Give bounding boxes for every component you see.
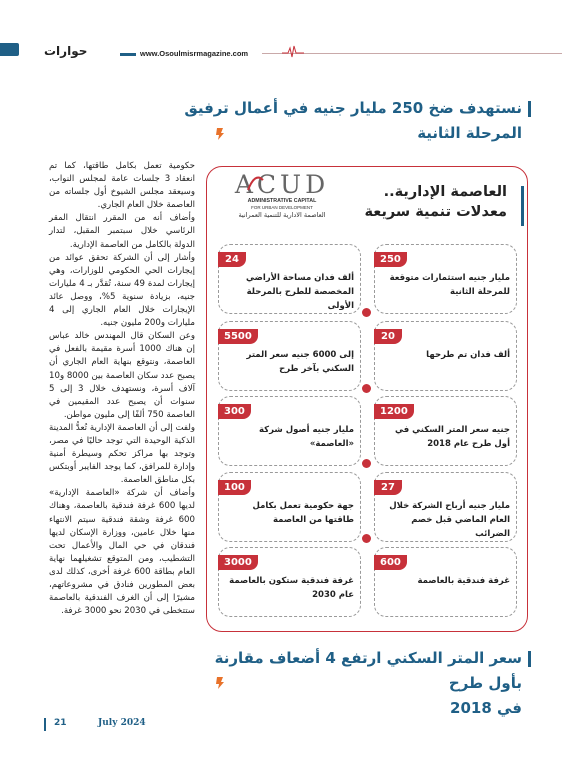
infobox-subtitle: معدلات تنمية سريعة <box>364 204 507 220</box>
body-paragraph: حكومية تعمل بكامل طاقتها، كما تم انعقاد 3 جلسات عامة لمجلس النواب، وسيعقد مجلس الشيوخ أول جلساته من العاصمة خلال العام الجاري. <box>49 161 195 211</box>
headline-bar <box>528 651 531 667</box>
orange-accent-icon <box>215 127 225 141</box>
stat-description: غرفة فندقية ستكون بالعاصمة عام 2030 <box>229 576 354 600</box>
logo-red-arc-icon <box>245 172 265 192</box>
page-number: 21 <box>54 718 67 728</box>
header-rule <box>262 53 562 54</box>
heartbeat-icon <box>282 44 304 58</box>
body-paragraph: وعن السكان قال المهندس خالد عباس إن هناك 1000 أسرة مقيمة بالفعل في العاصمة، ونتوقع بنهاية العام الجاري أن يصبح عدد سكان العاصمة بين 8000 و10 آلاف أسرة، ونستهدف خلال 3 إلى 5 سنوات أن يصبح عدد المقيمين في العاصمة 750 ألفًا إلى مليون مواطن. <box>49 331 195 420</box>
body-paragraph: وأضاف أن شركة «العاصمة الإدارية» لديها 600 غرفة فندقية بالعاصمة، وهناك 600 غرفة وشقة فندقية سيتم الانتهاء منها خلال عامين، ووزارة الإسكان لديها فندقان في حي المال والأعمال تحت التشطيب، ومن المتوقع تشغيلهما نهاية العام بطاقة 600 غرفة أخرى، كذلك لدى بعض المطورين فنادق في مشروعاتهم، مشيرًا إلى أن الغرف الفندقية بالعاصمة ستتخطى في 2030 نحو 3000 غرفة. <box>49 488 195 617</box>
article-body <box>49 160 195 618</box>
stat-value-badge: 27 <box>374 480 402 495</box>
connector-dot <box>362 534 371 543</box>
site-url: www.Osoulmisrmagazine.com <box>140 49 249 58</box>
connector-dot <box>362 384 371 393</box>
connector-dot <box>362 459 371 468</box>
stat-description: ألف فدان مساحة الأراضي المخصصة للطرح بالمرحلة الأولى <box>246 273 354 311</box>
url-accent-bar <box>120 53 136 56</box>
stat-value-badge: 100 <box>218 480 251 495</box>
body-paragraph: وأضاف أنه من المقرر انتقال المقر الرئاسي خلال سبتمبر المقبل، لتدار الدولة بالكامل من العاصمة الإدارية. <box>49 213 195 250</box>
page-corner-tab <box>0 43 19 56</box>
headline-bottom-line2: في 2018 <box>450 699 522 717</box>
stat-value-badge: 3000 <box>218 555 258 570</box>
stat-value-badge: 20 <box>374 329 402 344</box>
headline-top <box>182 96 522 146</box>
issue-month: July 2024 <box>98 718 146 728</box>
body-paragraph: وأشار إلى أن الشركة تحقق عوائد من إيجارات الحي الحكومي للوزارات، وهي إيجارات لمدة 49 سنة، تُقدَّر بـ 4 مليارات جنيه، بزيادة سنوية 5%، ووصل عائد الإيجارات خلال العام الجاري إلى 4 مليارات و200 مليون جنيه. <box>49 252 195 329</box>
title-accent-bar <box>520 186 526 226</box>
stat-value-badge: 300 <box>218 404 251 419</box>
stat-value-badge: 24 <box>218 252 246 267</box>
logo-line2: FOR URBAN DEVELOPMENT <box>251 205 313 210</box>
body-paragraph: ولفت إلى أن العاصمة الإدارية تُعدُّ المدينة الذكية الوحيدة التي توجد حاليًا في مصر، وتوجد بها مراكز تحكم وسيطرة أمنية وإدارة للمرافق، كما يوجد الفايبر أوبتكس بكل مناطق العاصمة. <box>49 422 195 486</box>
stat-description: ألف فدان تم طرحها <box>426 350 510 360</box>
headline-bar <box>528 101 531 117</box>
footer-bar <box>44 718 46 731</box>
stat-description: جنيه سعر المتر السكني في أول طرح عام 2018 <box>395 425 510 449</box>
stat-value-badge: 600 <box>374 555 407 570</box>
stat-description: غرفة فندقية بالعاصمة <box>417 576 510 586</box>
stat-value-badge: 1200 <box>374 404 414 419</box>
headline-top-line2: المرحلة الثانية <box>417 124 522 142</box>
logo-line1: ADMINISTRATIVE CAPITAL <box>247 198 317 204</box>
orange-accent-icon <box>215 676 225 690</box>
stat-description: مليار جنيه أرباح الشركة خلال العام الماضي قبل خصم الضرائب <box>389 501 510 539</box>
headline-bottom-line1: سعر المتر السكني ارتفع 4 أضعاف مقارنة بأول طرح <box>214 649 522 692</box>
section-label: حوارات <box>44 44 88 58</box>
stat-description: مليار جنيه أصول شركة «العاصمة» <box>259 425 354 449</box>
headline-bottom <box>202 646 522 721</box>
stat-value-badge: 250 <box>374 252 407 267</box>
stat-description: مليار جنيه استثمارات متوقعة للمرحلة الثانية <box>389 273 510 297</box>
headline-top-line1: نستهدف ضخ 250 مليار جنيه في أعمال ترفيق <box>184 99 522 117</box>
connector-dot <box>362 308 371 317</box>
infobox-title: العاصمة الإدارية.. <box>383 184 507 200</box>
logo-line3: العاصمة الادارية للتنمية العمرانية <box>238 211 326 219</box>
stat-description: جهة حكومية تعمل بكامل طاقتها من العاصمة <box>252 501 354 525</box>
stat-description: إلى 6000 جنيه سعر المتر السكني بآخر طرح <box>246 350 354 374</box>
logo-mark: ACUD <box>234 170 330 199</box>
stat-value-badge: 5500 <box>218 329 258 344</box>
acud-logo <box>214 172 350 226</box>
